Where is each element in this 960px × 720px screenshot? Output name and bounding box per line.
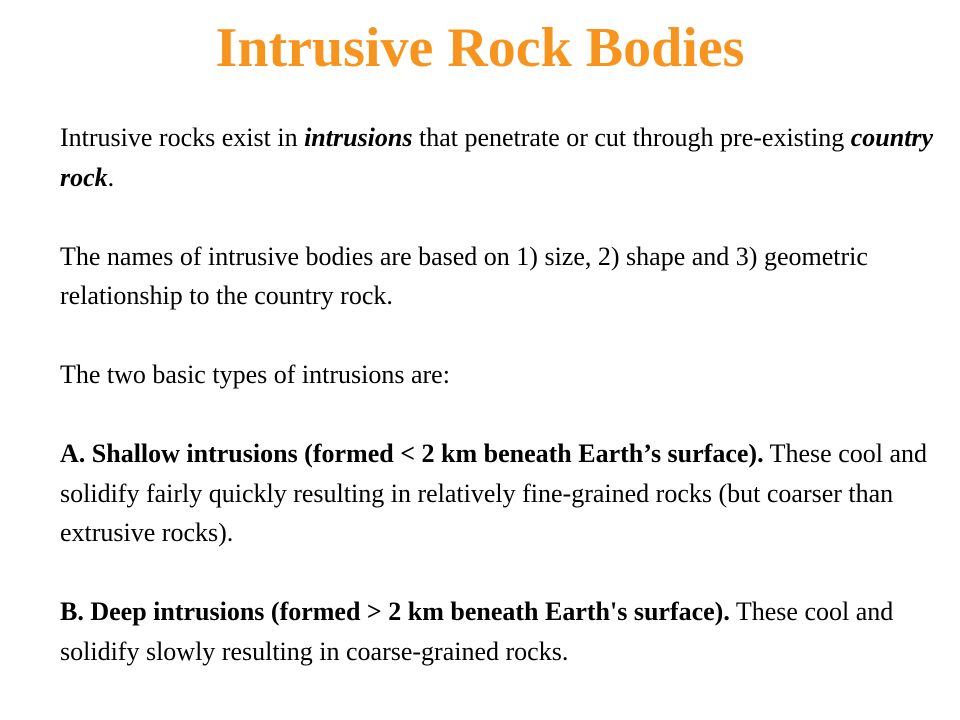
paragraph-deep-intrusions <box>60 592 940 671</box>
heading-deep-intrusions: B. Deep intrusions (formed > 2 km beneath Earth's surface). <box>60 597 730 626</box>
paragraph-shallow-intrusions <box>60 434 940 553</box>
paragraph-intrusions-definition <box>60 118 940 197</box>
text-segment: These cool and solidify slowly resulting in coarse-grained rocks. <box>60 597 894 666</box>
text-segment: . <box>107 162 115 192</box>
paragraph-naming-basis: The names of intrusive bodies are based on 1) size, 2) shape and 3) geometric relationship to the country rock. <box>60 241 868 310</box>
slide-title: Intrusive Rock Bodies <box>215 17 745 79</box>
text-segment: These cool and solidify fairly quickly resulting in relatively fine-grained rocks (but coarser than extrusive rocks). <box>60 439 927 547</box>
text-segment: that penetrate or cut through pre-existing <box>412 123 851 152</box>
slide-body <box>60 118 940 671</box>
paragraph-types-intro: The two basic types of intrusions are: <box>60 360 450 389</box>
heading-shallow-intrusions: A. Shallow intrusions (formed < 2 km beneath Earth’s surface). <box>60 439 764 468</box>
term-country-rock: country rock <box>60 123 934 192</box>
text-segment: Intrusive rocks exist in <box>60 123 305 152</box>
term-intrusions: intrusions <box>304 123 413 152</box>
